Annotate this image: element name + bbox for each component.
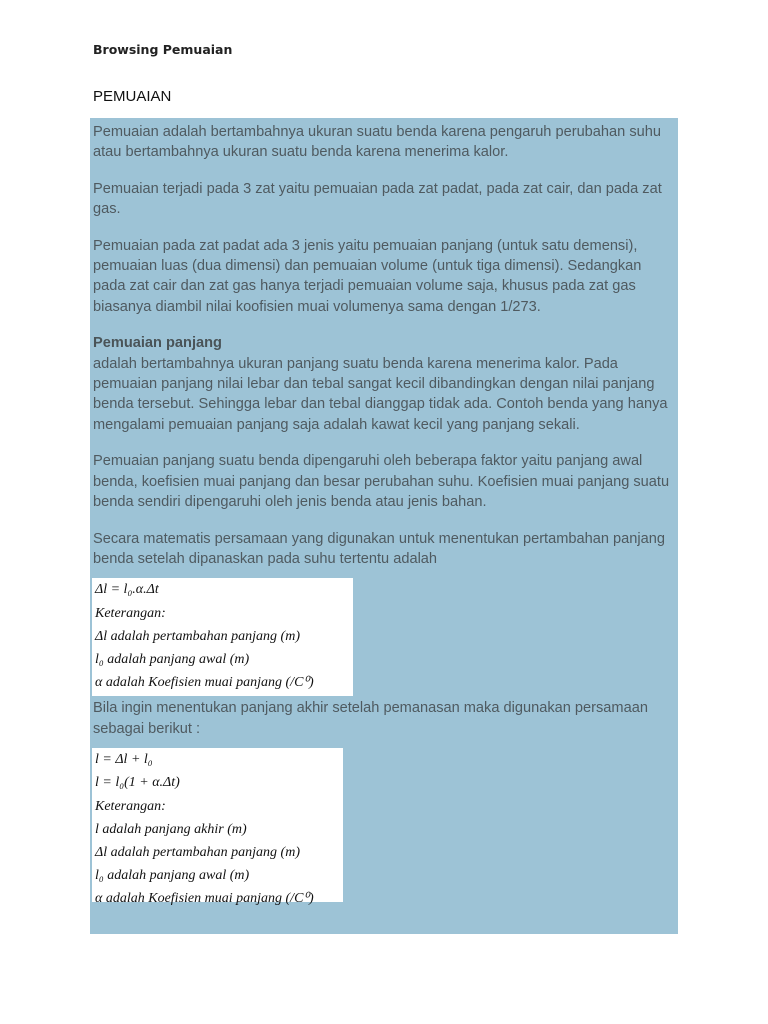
paragraph-final-length-intro: Bila ingin menentukan panjang akhir setelah pemanasan maka digunakan persamaan sebagai berikut : bbox=[93, 700, 648, 737]
formula-line: Δl = l₀.α.Δt bbox=[95, 582, 159, 598]
formula-line: α adalah Koefisien muai panjang (/C⁰) bbox=[95, 675, 314, 691]
section-heading-pemuaian-panjang: Pemuaian panjang bbox=[93, 335, 222, 352]
formula-image-2 bbox=[92, 748, 343, 907]
paragraph-linear-expansion bbox=[93, 333, 677, 435]
formula-line: Δl adalah pertambahan panjang (m) bbox=[95, 628, 300, 644]
formula-line: l₀ adalah panjang awal (m) bbox=[95, 651, 250, 667]
paragraph-factors: Pemuaian panjang suatu benda dipengaruhi oleh beberapa faktor yaitu panjang awal benda, koefisien muai panjang dan besar perubahan suhu. Koefisien muai panjang suatu benda sendiri dipengaruhi oleh jenis benda atau jenis bahan. bbox=[93, 453, 670, 511]
formula-line: α adalah Koefisien muai panjang (/C⁰) bbox=[95, 891, 314, 907]
paragraph-types: Pemuaian terjadi pada 3 zat yaitu pemuaian pada zat padat, pada zat cair, dan pada zat gas. bbox=[93, 180, 662, 218]
formula-line: Keterangan: bbox=[95, 798, 166, 814]
formula-line: l = Δl + l₀ bbox=[95, 752, 153, 768]
formula-image-1 bbox=[92, 578, 353, 696]
document-header: Browsing Pemuaian bbox=[93, 42, 233, 57]
page-title: PEMUAIAN bbox=[93, 88, 172, 105]
formula-line: Keterangan: bbox=[95, 605, 166, 621]
formula-line: l = l₀(1 + α.Δt) bbox=[95, 775, 180, 791]
paragraph-linear-expansion-body: adalah bertambahnya ukuran panjang suatu benda karena menerima kalor. Pada pemuaian panjang nilai lebar dan tebal sangat kecil dibandingkan dengan nilai panjang benda tersebut. Sehingga lebar dan tebal dianggap tidak ada. Contoh benda yang hanya mengalami pemuaian panjang saja adalah kawat kecil yang panjang sekali. bbox=[93, 355, 668, 433]
formula-line: l adalah panjang akhir (m) bbox=[95, 821, 247, 837]
formula-line: Δl adalah pertambahan panjang (m) bbox=[95, 844, 300, 860]
paragraph-solid-expansion: Pemuaian pada zat padat ada 3 jenis yaitu pemuaian panjang (untuk satu demensi), pemuaian luas (dua dimensi) dan pemuaian volume (untuk tiga dimensi). Sedangkan pada zat cair dan zat gas hanya terjadi pemuaian volume saja, khusus pada zat gas biasanya diambil nilai koofisien muai volumenya sama dengan 1/273. bbox=[93, 237, 642, 315]
content-body bbox=[93, 122, 677, 907]
paragraph-math-intro: Secara matematis persamaan yang digunakan untuk menentukan pertambahan panjang benda setelah dipanaskan pada suhu tertentu adalah bbox=[93, 530, 665, 567]
formula-line: l₀ adalah panjang awal (m) bbox=[95, 868, 250, 884]
paragraph-definition: Pemuaian adalah bertambahnya ukuran suatu benda karena pengaruh perubahan suhu atau bertambahnya ukuran suatu benda karena menerima kalor. bbox=[93, 124, 661, 161]
